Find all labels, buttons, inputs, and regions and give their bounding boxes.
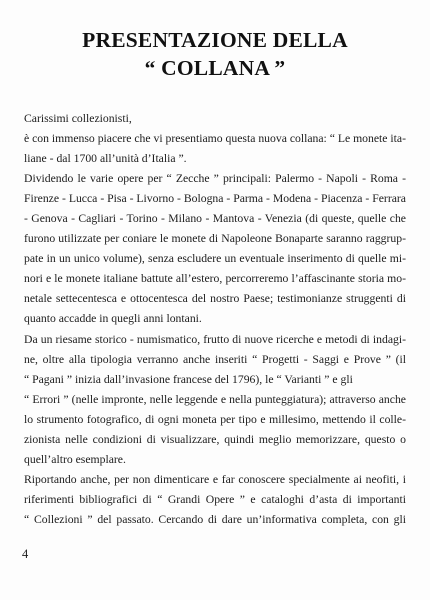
text-line: nori e le monete italiane battute all’estero, percorreremo l’affascinante storia mo- [24,272,406,285]
text-line: Da un riesame storico - numismatico, frutto di nuove ricerche e metodi di indagi- [24,333,406,346]
text-line: Carissimi collezionisti, [24,112,132,125]
text-line: “ Pagani ” inizia dall’invasione francese del 1796), le “ Varianti ” e gli [24,373,353,386]
text-line: “ Collezioni ” del passato. Cercando di dare un’informativa completa, con gli [24,513,406,526]
text-line: è con immenso piacere che vi presentiamo questa nuova collana: “ Le monete ita- [24,132,406,145]
page-title [0,26,430,82]
title-line-2: “ COLLANA ” [144,56,286,80]
text-line: lo strumento fotografico, di ogni moneta per tipo e millesimo, mettendo il colle- [24,413,406,426]
text-line: liane - dal 1700 all’unità d’Italia ”. [24,152,187,165]
text-line: quanto accadde in quegli anni lontani. [24,312,202,325]
text-line: pate in un unico volume), senza escludere un eventuale inserimento di quelle mi- [24,252,406,265]
text-line: riferimenti bibliografici di “ Grandi Opere ” e cataloghi d’asta di importanti [24,493,406,506]
text-line: netale settecentesca e ottocentesca del nostro Paese; testimonianze struggenti di [24,292,406,305]
text-line: “ Errori ” (nelle impronte, nelle leggende e nella punteggiatura); attraverso anche [24,393,406,406]
title-line-1: PRESENTAZIONE DELLA [82,28,348,52]
text-line: - Genova - Cagliari - Torino - Milano - Mantova - Venezia (di queste, quelle che [24,212,406,225]
page-number: 4 [22,547,29,561]
text-line: Firenze - Lucca - Pisa - Livorno - Bologna - Parma - Modena - Piacenza - Ferrara [24,192,406,205]
text-line: zionista nelle condizioni di visualizzare, quindi meglio memorizzare, questo o [24,433,406,446]
text-line: Dividendo le varie opere per “ Zecche ” principali: Palermo - Napoli - Roma - [24,172,406,185]
text-line: furono utilizzate per coniare le monete di Napoleone Bonaparte saranno raggrup- [24,232,406,245]
text-line: quell’altro esemplare. [24,453,126,466]
text-line: Riportando anche, per non dimenticare e far conoscere specialmente ai neofiti, i [24,473,406,486]
text-line: ne, oltre alla tipologia verranno anche inseriti “ Progetti - Saggi e Prove ” (il [24,353,406,366]
